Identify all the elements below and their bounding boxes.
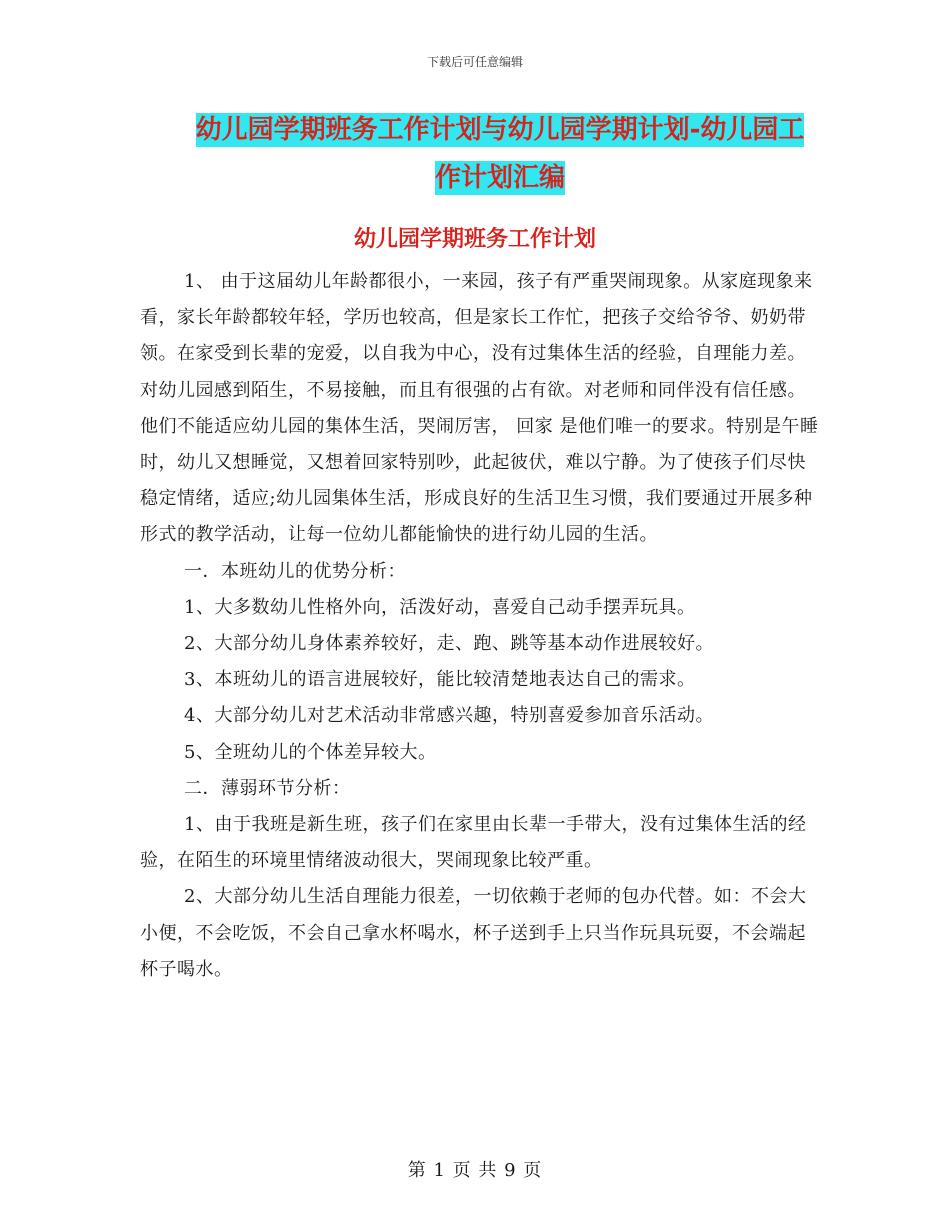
paragraph-intro: 1、 由于这届幼儿年龄都很小，一来园，孩子有严重哭闹现象。从家庭现象来看，家长年龄都较年轻，学历也较高，但是家长工作忙，把孩子交给爷爷、奶奶带领。在家受到长辈的宠爱，以自我为中心，没有过集体生活的经验，自理能力差。对幼儿园感到陌生，不易接触，而且有很强的占有欲。对老师和同伴没有信任感。他们不能适应幼儿园的集体生活，哭闹厉害， 回家 是他们唯一的要求。特别是午睡时，幼儿又想睡觉，又想着回家特别吵，此起彼伏，难以宁静。为了使孩子们尽快稳定情绪，适应;幼儿园集体生活，形成良好的生活卫生习惯，我们要通过开展多种形式的教学活动，让每一位幼儿都能愉快的进行幼儿园的生活。 (140, 271, 819, 546)
page-number: 第 1 页 共 9 页 (407, 1160, 543, 1181)
section-title: 幼儿园学期班务工作计划 (353, 227, 596, 252)
list-item: 1、大多数幼儿性格外向，活泼好动，喜爱自己动手摆弄玩具。 (184, 596, 696, 618)
download-note: 下载后可任意编辑 (426, 55, 523, 69)
list-item: 4、大部分幼儿对艺术活动非常感兴趣，特别喜爱参加音乐活动。 (184, 705, 714, 727)
list-item: 2、大部分幼儿生活自理能力很差，一切依赖于老师的包办代替。如：不会大小便，不会吃饭，不会自己拿水杯喝水，杯子送到手上只当作玩具玩耍，不会端起杯子喝水。 (140, 886, 807, 980)
list-item: 2、大部分幼儿身体素养较好，走、跑、跳等基本动作进展较好。 (184, 633, 714, 655)
heading-advantages: 一．本班幼儿的优势分析： (184, 560, 406, 582)
heading-weaknesses: 二．薄弱环节分析： (184, 777, 351, 799)
list-item: 3、本班幼儿的语言进展较好，能比较清楚地表达自己的需求。 (184, 669, 696, 691)
title-line-2: 作计划汇编 (434, 163, 565, 193)
document-title (140, 106, 860, 202)
document-body (140, 264, 820, 988)
title-line-1: 幼儿园学期班务工作计划与幼儿园学期计划-幼儿园工 (195, 115, 805, 145)
list-item: 1、由于我班是新生班，孩子们在家里由长辈一手带大，没有过集体生活的经验，在陌生的环境里情绪波动很大，哭闹现象比较严重。 (140, 814, 807, 872)
list-item: 5、全班幼儿的个体差异较大。 (184, 741, 437, 763)
